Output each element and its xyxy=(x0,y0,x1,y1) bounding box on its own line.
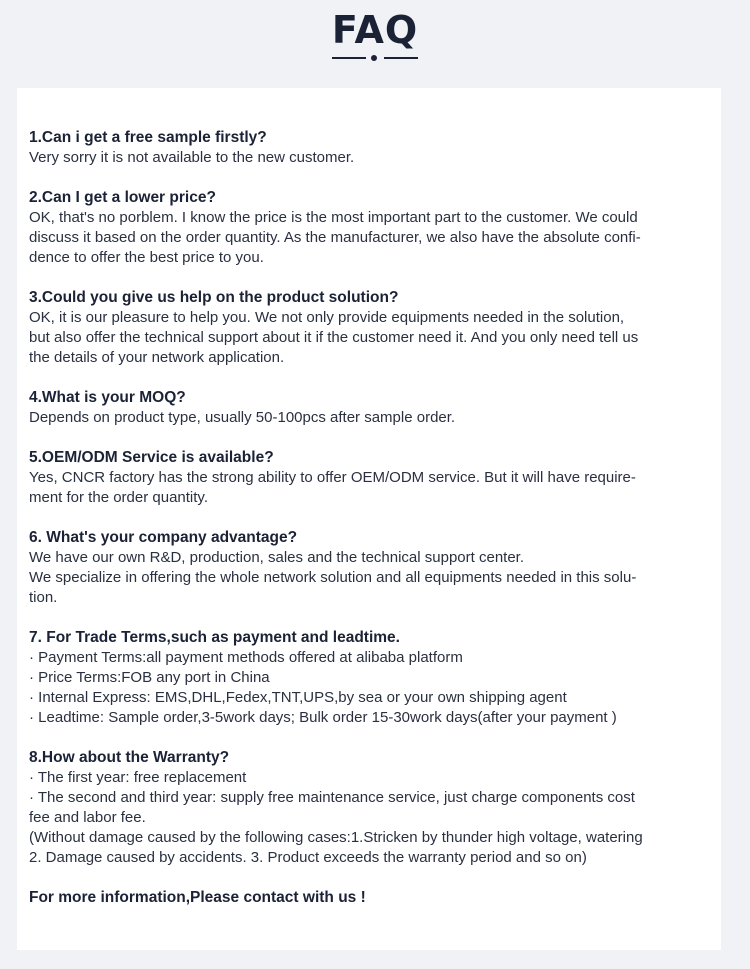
faq-answer-line: but also offer the technical support about it if the customer need it. And you only need tell us xyxy=(29,329,639,346)
faq-answer-line: Yes, CNCR factory has the strong ability to offer OEM/ODM service. But it will have require- xyxy=(29,469,636,486)
faq-answer-line: · The second and third year: supply free maintenance service, just charge components cost xyxy=(29,789,635,806)
faq-answer-line: · Price Terms:FOB any port in China xyxy=(29,669,270,686)
faq-item-7 xyxy=(29,628,701,728)
faq-answer-line: 2. Damage caused by accidents. 3. Product exceeds the warranty period and so on) xyxy=(29,849,587,866)
faq-answer-line: Very sorry it is not available to the new customer. xyxy=(29,149,355,166)
faq-item-5 xyxy=(29,448,701,508)
faq-header xyxy=(0,0,750,80)
faq-item-4 xyxy=(29,388,701,428)
faq-question: 2.Can I get a lower price? xyxy=(29,189,216,206)
faq-answer-line: · Payment Terms:all payment methods offered at alibaba platform xyxy=(29,649,463,666)
faq-answer-line: tion. xyxy=(29,589,58,606)
contact-note: For more information,Please contact with us ! xyxy=(29,889,366,906)
title-divider-dot xyxy=(371,55,377,61)
faq-question: 1.Can i get a free sample firstly? xyxy=(29,129,267,146)
faq-answer-line: ment for the order quantity. xyxy=(29,489,208,506)
faq-item-8 xyxy=(29,748,701,868)
faq-item-3 xyxy=(29,288,701,368)
faq-answer-line: (Without damage caused by the following cases:1.Stricken by thunder high voltage, watering xyxy=(29,829,643,846)
faq-answer-line: · Internal Express: EMS,DHL,Fedex,TNT,UPS,by sea or your own shipping agent xyxy=(29,689,567,706)
faq-answer-line: discuss it based on the order quantity. As the manufacturer, we also have the absolute confi- xyxy=(29,229,641,246)
faq-question: 7. For Trade Terms,such as payment and leadtime. xyxy=(29,629,400,646)
faq-item-6 xyxy=(29,528,701,608)
faq-list xyxy=(29,128,701,908)
faq-answer-line: dence to offer the best price to you. xyxy=(29,249,264,266)
title-divider-left xyxy=(332,57,366,59)
faq-item-1 xyxy=(29,128,701,168)
page-title: FAQ xyxy=(331,8,419,52)
faq-answer-line: · The first year: free replacement xyxy=(29,769,247,786)
faq-answer-line: We have our own R&D, production, sales and the technical support center. xyxy=(29,549,525,566)
faq-answer-line: Depends on product type, usually 50-100pcs after sample order. xyxy=(29,409,456,426)
faq-item-2 xyxy=(29,188,701,268)
faq-question: 8.How about the Warranty? xyxy=(29,749,230,766)
faq-answer-line: We specialize in offering the whole network solution and all equipments needed in this solu- xyxy=(29,569,637,586)
faq-card xyxy=(17,88,721,950)
faq-answer-line: · Leadtime: Sample order,3-5work days; Bulk order 15-30work days(after your payment ) xyxy=(29,709,617,726)
faq-answer-line: fee and labor fee. xyxy=(29,809,146,826)
faq-question: 5.OEM/ODM Service is available? xyxy=(29,449,274,466)
faq-question: 4.What is your MOQ? xyxy=(29,389,186,406)
faq-question: 3.Could you give us help on the product solution? xyxy=(29,289,399,306)
faq-question: 6. What's your company advantage? xyxy=(29,529,298,546)
faq-answer-line: OK, that's no porblem. I know the price is the most important part to the customer. We could xyxy=(29,209,638,226)
title-divider-right xyxy=(384,57,418,59)
faq-answer-line: OK, it is our pleasure to help you. We not only provide equipments needed in the solution, xyxy=(29,309,625,326)
faq-answer-line: the details of your network application. xyxy=(29,349,285,366)
